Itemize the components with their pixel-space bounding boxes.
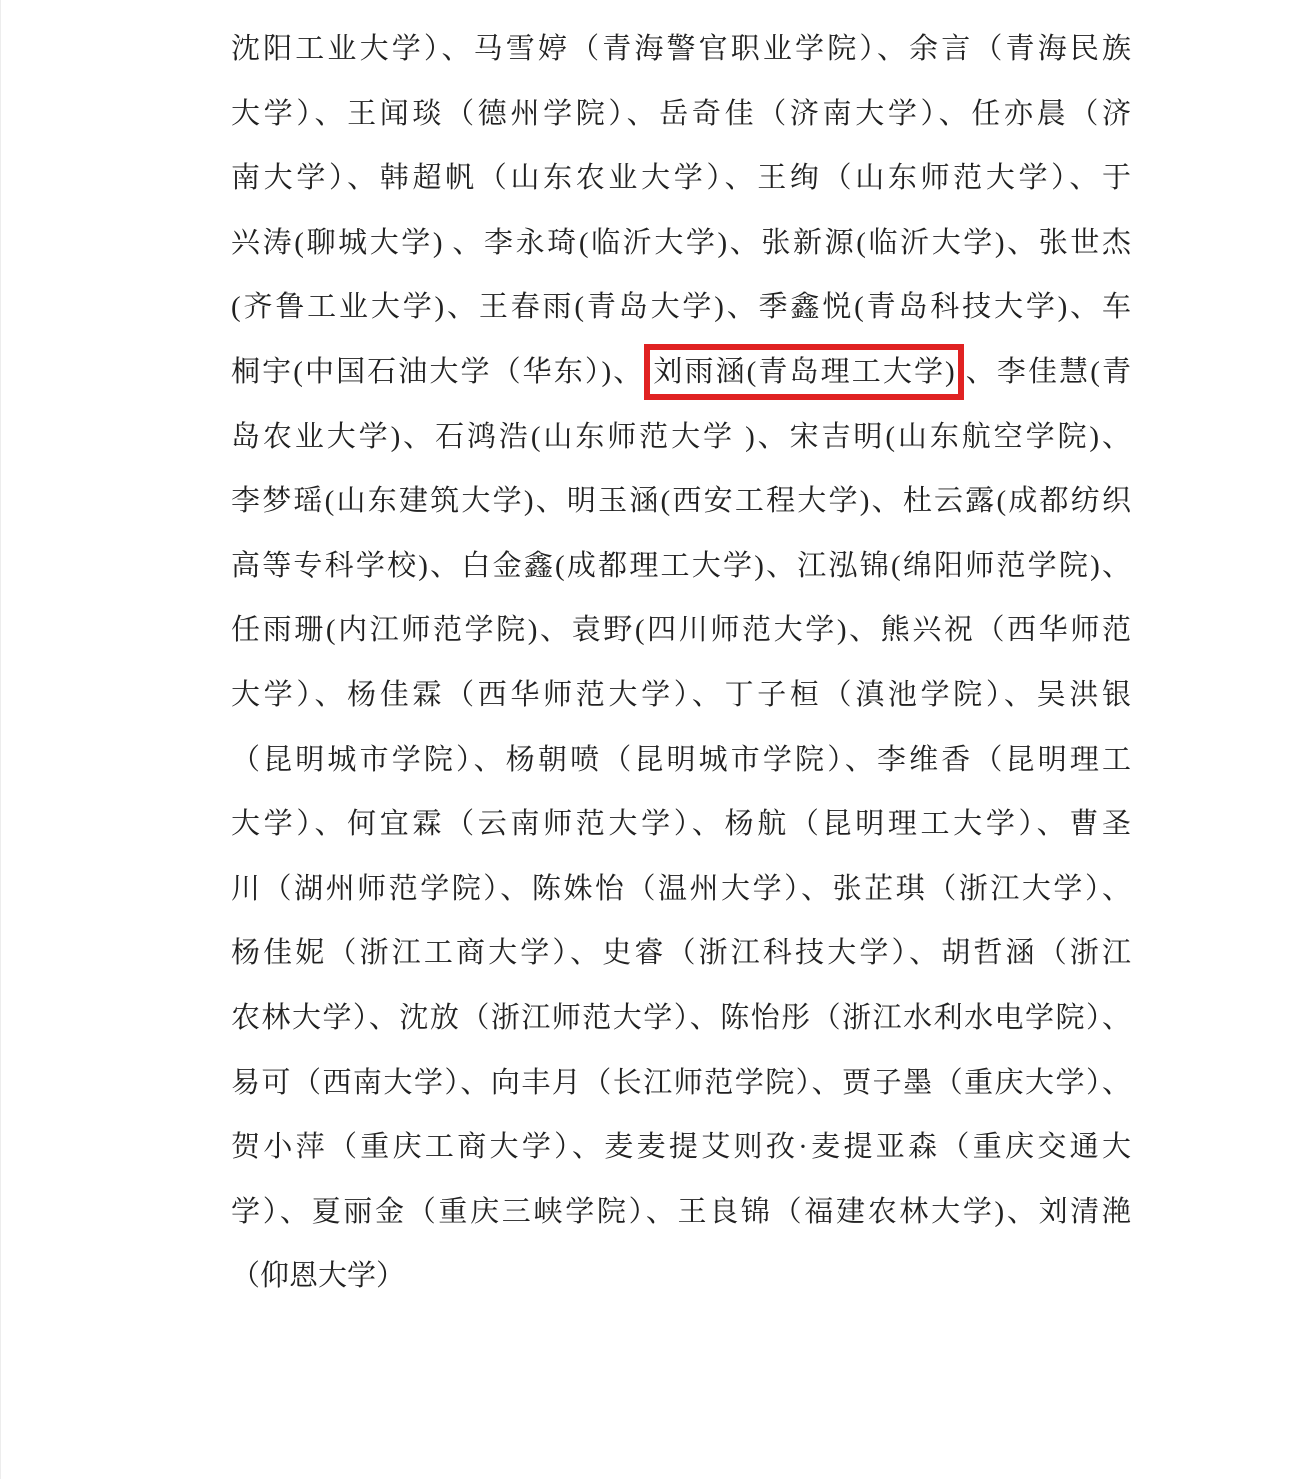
text-line	[231, 275, 1131, 340]
name-list-segment: 杨佳妮（浙江工商大学）、史睿（浙江科技大学）、胡哲涵（浙江	[231, 937, 1131, 970]
text-line	[231, 340, 1131, 405]
name-list-segment: 川（湖州师范学院）、陈姝怡（温州大学）、张芷琪（浙江大学）、	[231, 872, 1131, 905]
text-line	[231, 1180, 1131, 1245]
text-line	[231, 728, 1131, 793]
text-line	[231, 146, 1131, 211]
name-list-segment: 李梦瑶(山东建筑大学)、明玉涵(西安工程大学)、杜云露(成都纺织	[231, 485, 1131, 518]
name-list-segment: （仰恩大学）	[231, 1260, 406, 1293]
text-line	[231, 211, 1131, 276]
text-line	[231, 1244, 1131, 1309]
text-line	[231, 1115, 1131, 1180]
name-list-segment: 高等专科学校)、白金鑫(成都理工大学)、江泓锦(绵阳师范学院)、	[231, 549, 1131, 582]
name-list-segment: 大学）、何宜霖（云南师范大学）、杨航（昆明理工大学）、曹圣	[231, 808, 1131, 841]
name-list-segment: 易可（西南大学）、向丰月（长江师范学院）、贾子墨（重庆大学）、	[231, 1066, 1131, 1099]
text-line	[231, 598, 1131, 663]
text-line	[231, 857, 1131, 922]
text-line	[231, 17, 1131, 82]
name-list-segment: （昆明城市学院）、杨朝喷（昆明城市学院）、李维香（昆明理工	[231, 743, 1131, 776]
name-list-segment: (齐鲁工业大学)、王春雨(青岛大学)、季鑫悦(青岛科技大学)、车	[231, 291, 1131, 324]
name-list-segment: 农林大学）、沈放（浙江师范大学）、陈怡彤（浙江水利水电学院）、	[231, 1001, 1131, 1034]
name-list-segment: 桐宇(中国石油大学（华东）)、	[231, 355, 645, 388]
name-list-segment: 任雨珊(内江师范学院)、袁野(四川师范大学)、熊兴祝（西华师范	[231, 614, 1131, 647]
text-line	[231, 921, 1131, 986]
text-line	[231, 405, 1131, 470]
text-line	[231, 534, 1131, 599]
name-list-segment: 岛农业大学)、石鸿浩(山东师范大学 )、宋吉明(山东航空学院)、	[231, 420, 1131, 453]
name-list-segment: 南大学）、韩超帆（山东农业大学）、王绚（山东师范大学）、于	[231, 162, 1131, 195]
name-list-segment: 大学）、杨佳霖（西华师范大学）、丁子桓（滇池学院）、吴洪银	[231, 678, 1131, 711]
name-list	[231, 17, 1131, 1309]
name-list-segment: 大学）、王闻琰（德州学院）、岳奇佳（济南大学）、任亦晨（济	[231, 97, 1131, 130]
text-line	[231, 986, 1131, 1051]
text-line	[231, 469, 1131, 534]
text-line	[231, 663, 1131, 728]
name-list-segment: 兴涛(聊城大学) 、李永琦(临沂大学)、张新源(临沂大学)、张世杰	[231, 226, 1131, 259]
name-list-segment: 沈阳工业大学）、马雪婷（青海警官职业学院）、余言（青海民族	[231, 33, 1131, 65]
text-line	[231, 792, 1131, 857]
highlighted-name-box: 刘雨涵(青岛理工大学)	[644, 344, 963, 400]
name-list-segment: 贺小萍（重庆工商大学）、麦麦提艾则孜·麦提亚森（重庆交通大	[231, 1131, 1131, 1164]
text-line	[231, 82, 1131, 147]
text-line	[231, 1051, 1131, 1116]
name-list-segment: 、李佳慧(青	[963, 355, 1131, 388]
name-list-segment: 学）、夏丽金（重庆三峡学院）、王良锦（福建农林大学)、刘清滟	[231, 1195, 1131, 1228]
